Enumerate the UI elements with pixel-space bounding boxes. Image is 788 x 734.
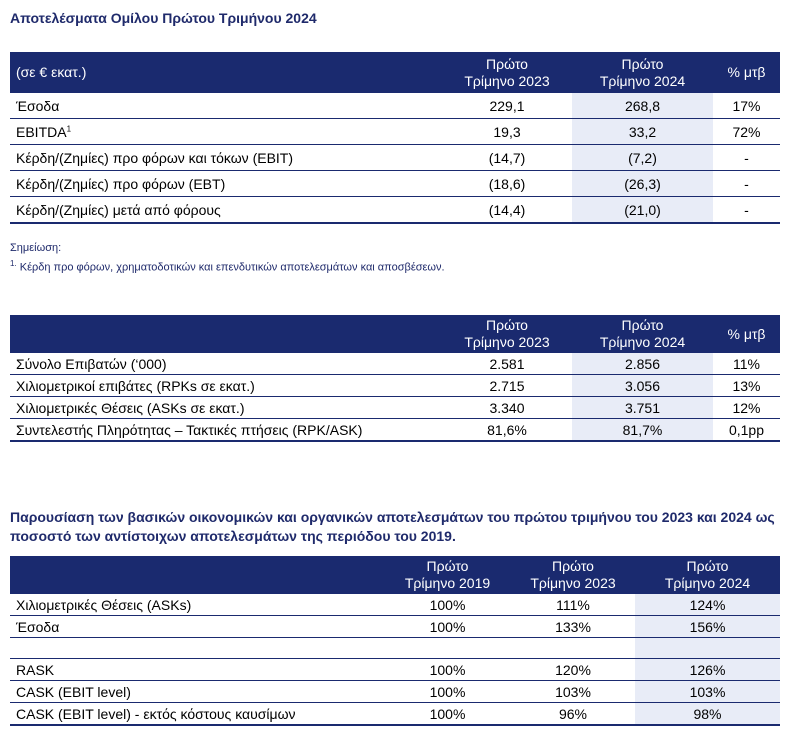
table-row: CASK (EBIT level) 100% 103% 103% <box>10 681 780 703</box>
col-header-yoy: % μτβ <box>713 315 780 353</box>
table-row: Έσοδα 100% 133% 156% <box>10 616 780 638</box>
table-row: Σύνολο Επιβατών (‘000) 2.581 2.856 11% <box>10 353 780 375</box>
table-row: EBITDA$^1$ 19,3 33,2 72% <box>10 119 780 145</box>
col-header-yoy: % μτβ <box>713 52 780 93</box>
comparison-2019-table <box>10 556 780 726</box>
table-row: Χιλιομετρικοί επιβάτες (RPKs σε εκατ.) 2.715 3.056 13% <box>10 375 780 397</box>
col-header-q1-2023: Πρώτο Τρίμηνο 2023 <box>511 556 635 594</box>
table-row: Χιλιομετρικές Θέσεις (ASKs) 100% 111% 124% <box>10 594 780 616</box>
col-header-q1-2024: Πρώτο Τρίμηνο 2024 <box>635 556 780 594</box>
col-header-q1-2019: Πρώτο Τρίμηνο 2019 <box>384 556 511 594</box>
table-row: RASK 100% 120% 126% <box>10 659 780 681</box>
col-header-q1-2023: Πρώτο Τρίμηνο 2023 <box>442 52 572 93</box>
spacer-row <box>10 638 780 659</box>
page-title: Αποτελέσματα Ομίλου Πρώτου Τριμήνου 2024 <box>10 10 317 26</box>
table-row: Έσοδα 229,1 268,8 17% <box>10 93 780 119</box>
table-row: Κέρδη/(Ζημίες) προ φόρων (EBT) (18,6) (26,3) - <box>10 171 780 197</box>
unit-label: (σε € εκατ.) <box>10 52 442 93</box>
col-header-q1-2024: Πρώτο Τρίμηνο 2024 <box>572 52 713 93</box>
col-header-q1-2023: Πρώτο Τρίμηνο 2023 <box>442 315 572 353</box>
section-heading: Παρουσίαση των βασικών οικονομικών και οργανικών αποτελεσμάτων του πρώτου τριμήνου του 2023 και 2024 ως ποσοστό των αντίστοιχων αποτελεσμάτων της περιόδου του 2019. <box>10 509 775 544</box>
footnote: $^{1.}$ Κέρδη προ φόρων, χρηματοδοτικών και επενδυτικών αποτελεσμάτων και αποσβέσεων. <box>10 259 445 274</box>
group-results-table <box>10 52 780 224</box>
traffic-table <box>10 315 780 442</box>
col-header-q1-2024: Πρώτο Τρίμηνο 2024 <box>572 315 713 353</box>
table-row: Κέρδη/(Ζημίες) μετά από φόρους (14,4) (21,0) - <box>10 197 780 224</box>
table-row: Κέρδη/(Ζημίες) προ φόρων και τόκων (EBIT) (14,7) (7,2) - <box>10 145 780 171</box>
note-heading: Σημείωση: <box>10 242 62 254</box>
table-row: Χιλιομετρικές Θέσεις (ASKs σε εκατ.) 3.340 3.751 12% <box>10 397 780 419</box>
table-row: Συντελεστής Πληρότητας – Τακτικές πτήσεις (RPK/ASK) 81,6% 81,7% 0,1pp <box>10 419 780 442</box>
table-row: CASK (EBIT level) - εκτός κόστους καυσίμων 100% 96% 98% <box>10 703 780 726</box>
